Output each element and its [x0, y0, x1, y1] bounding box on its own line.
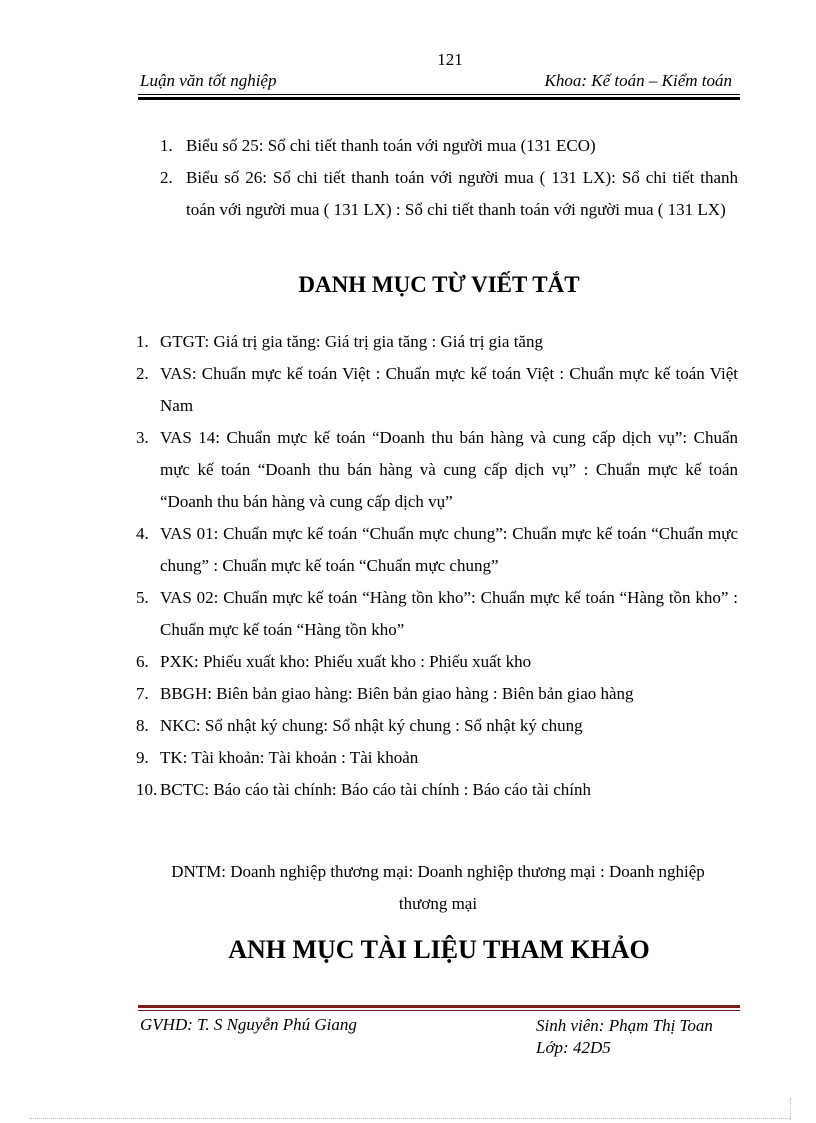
footer-supervisor: GVHD: T. S Nguyễn Phú Giang [140, 1015, 357, 1034]
abbreviation-item-6 [136, 646, 738, 678]
abbreviation-number: 3. [136, 428, 149, 447]
abbreviation-text: BCTC: Báo cáo tài chính: Báo cáo tài chính : Báo cáo tài chính [160, 780, 592, 799]
footer-rule-thick [138, 1005, 740, 1008]
abbreviation-item-4 [136, 518, 738, 582]
footer-student-block [536, 1015, 740, 1059]
abbreviation-text: TK: Tài khoản: Tài khoản : Tài khoản [160, 748, 419, 767]
abbreviation-number: 8. [136, 716, 149, 735]
page-number: 121 [437, 50, 463, 69]
abbreviation-text: GTGT: Giá trị gia tăng: Giá trị gia tăng : Giá trị gia tăng [160, 332, 543, 351]
abbreviation-text: BBGH: Biên bản giao hàng: Biên bản giao hàng : Biên bản giao hàng [160, 684, 634, 703]
abbreviation-text: VAS 02: Chuẩn mực kế toán “Hàng tồn kho”: Chuẩn mực kế toán “Hàng tồn kho” : Chuẩn mực kế toán “Hàng tồn kho” [160, 588, 738, 639]
abbreviation-number: 6. [136, 652, 149, 671]
abbreviation-text: VAS: Chuẩn mực kế toán Việt : Chuẩn mực kế toán Việt : Chuẩn mực kế toán Việt Nam [160, 364, 738, 415]
abbreviation-number: 2. [136, 364, 149, 383]
abbreviation-number: 10. [136, 780, 158, 799]
page-edge-right [790, 1098, 791, 1120]
figure-text: Biểu số 26: Sổ chi tiết thanh toán với người mua ( 131 LX): Sổ chi tiết thanh toán với người mua ( 131 LX) : Sổ chi tiết thanh toán với người mua ( 131 LX) [186, 168, 738, 219]
abbreviation-list [136, 326, 738, 806]
figure-item-2 [160, 162, 738, 226]
header-faculty-label: Khoa: Kế toán – Kiểm toán [544, 71, 732, 90]
footer-student-class: Lớp: 42D5 [536, 1038, 611, 1057]
abbreviation-text: VAS 01: Chuẩn mực kế toán “Chuẩn mực chung”: Chuẩn mực kế toán “Chuẩn mực chung” : Chuẩn mực kế toán “Chuẩn mực chung” [160, 524, 738, 575]
footer-student-name: Sinh viên: Phạm Thị Toan [536, 1016, 713, 1035]
abbreviation-item-1 [136, 326, 738, 358]
abbreviation-item-5 [136, 582, 738, 646]
abbreviation-text: NKC: Sổ nhật ký chung: Sổ nhật ký chung : Sổ nhật ký chung [160, 716, 583, 735]
abbreviation-item-8 [136, 710, 738, 742]
abbreviation-item-7 [136, 678, 738, 710]
header-thesis-label: Luận văn tốt nghiệp [140, 71, 277, 90]
abbreviation-number: 4. [136, 524, 149, 543]
abbreviation-text: VAS 14: Chuẩn mực kế toán “Doanh thu bán hàng và cung cấp dịch vụ”: Chuẩn mực kế toán “Doanh thu bán hàng và cung cấp dịch vụ” : Chuẩn mực kế toán “Doanh thu bán hàng và cung cấp dịch vụ” [160, 428, 738, 511]
header-rule-thick [138, 97, 740, 100]
abbreviation-item-2 [136, 358, 738, 422]
abbreviation-number: 1. [136, 332, 149, 351]
abbreviation-text: PXK: Phiếu xuất kho: Phiếu xuất kho : Phiếu xuất kho [160, 652, 532, 671]
figure-item-1 [160, 130, 738, 162]
figure-text: Biểu số 25: Sổ chi tiết thanh toán với người mua (131 ECO) [186, 136, 596, 155]
footer-rule-thin [138, 1010, 740, 1011]
abbreviation-number: 7. [136, 684, 149, 703]
abbreviation-number: 5. [136, 588, 149, 607]
references-heading: ANH MỤC TÀI LIỆU THAM KHẢO [228, 935, 650, 964]
figure-list [160, 130, 738, 226]
figure-number: 1. [160, 136, 173, 155]
abbreviation-number: 9. [136, 748, 149, 767]
figure-number: 2. [160, 168, 173, 187]
dntm-abbreviation: DNTM: Doanh nghiệp thương mại: Doanh nghiệp thương mại : Doanh nghiệp thương mại [171, 862, 705, 913]
abbreviation-item-9 [136, 742, 738, 774]
page-edge-bottom [30, 1118, 790, 1119]
abbreviation-item-3 [136, 422, 738, 518]
abbreviation-item-10 [136, 774, 738, 806]
abbreviations-heading: DANH MỤC TỪ VIẾT TẮT [298, 272, 580, 297]
header-rule-thin [138, 94, 740, 95]
